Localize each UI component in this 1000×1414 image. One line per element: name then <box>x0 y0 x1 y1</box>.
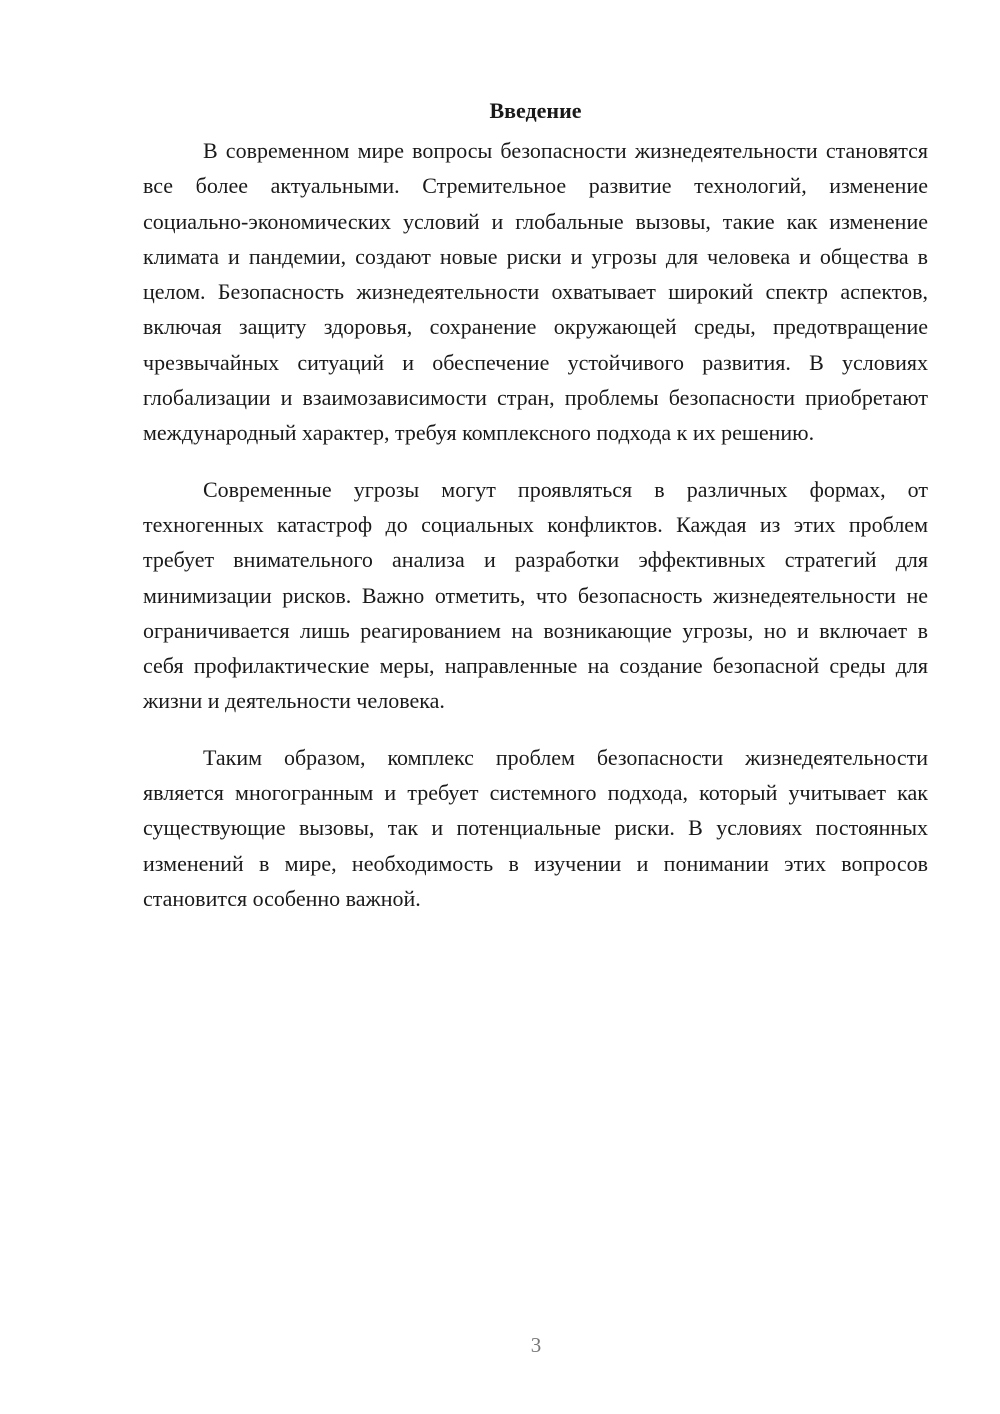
page-number: 3 <box>530 1333 542 1357</box>
paragraph-2: Современные угрозы могут проявляться в различных формах, от техногенных катастроф до социальных конфликтов. Каждая из этих проблем требует внимательного анализа и разработки эффективных стратегий для минимизации рисков. Важно отметить, что безопасность жизнедеятельности не ограничивается лишь реагированием на возникающие угрозы, но и включает в себя профилактические меры, направленные на создание безопасной среды для жизни и деятельности человека. <box>143 476 928 714</box>
section-title: Введение <box>489 98 582 123</box>
paragraph-3: Таким образом, комплекс проблем безопасности жизнедеятельности является многогранным и требует системного подхода, который учитывает как существующие вызовы, так и потенциальные риски. В условиях постоянных изменений в мире, необходимость в изучении и понимании этих вопросов становится особенно важной. <box>143 744 928 911</box>
paragraph-1: В современном мире вопросы безопасности жизнедеятельности становятся все более актуальными. Стремительное развитие технологий, изменение социально-экономических условий и глобальные вызовы, такие как изменение климата и пандемии, создают новые риски и угрозы для человека и общества в целом. Безопасность жизнедеятельности охватывает широкий спектр аспектов, включая защиту здоровья, сохранение окружающей среды, предотвращение чрезвычайных ситуаций и обеспечение устойчивого развития. В условиях глобализации и взаимозависимости стран, проблемы безопасности приобретают международный характер, требуя комплексного подхода к их решению. <box>143 138 928 446</box>
page-content <box>143 93 928 937</box>
